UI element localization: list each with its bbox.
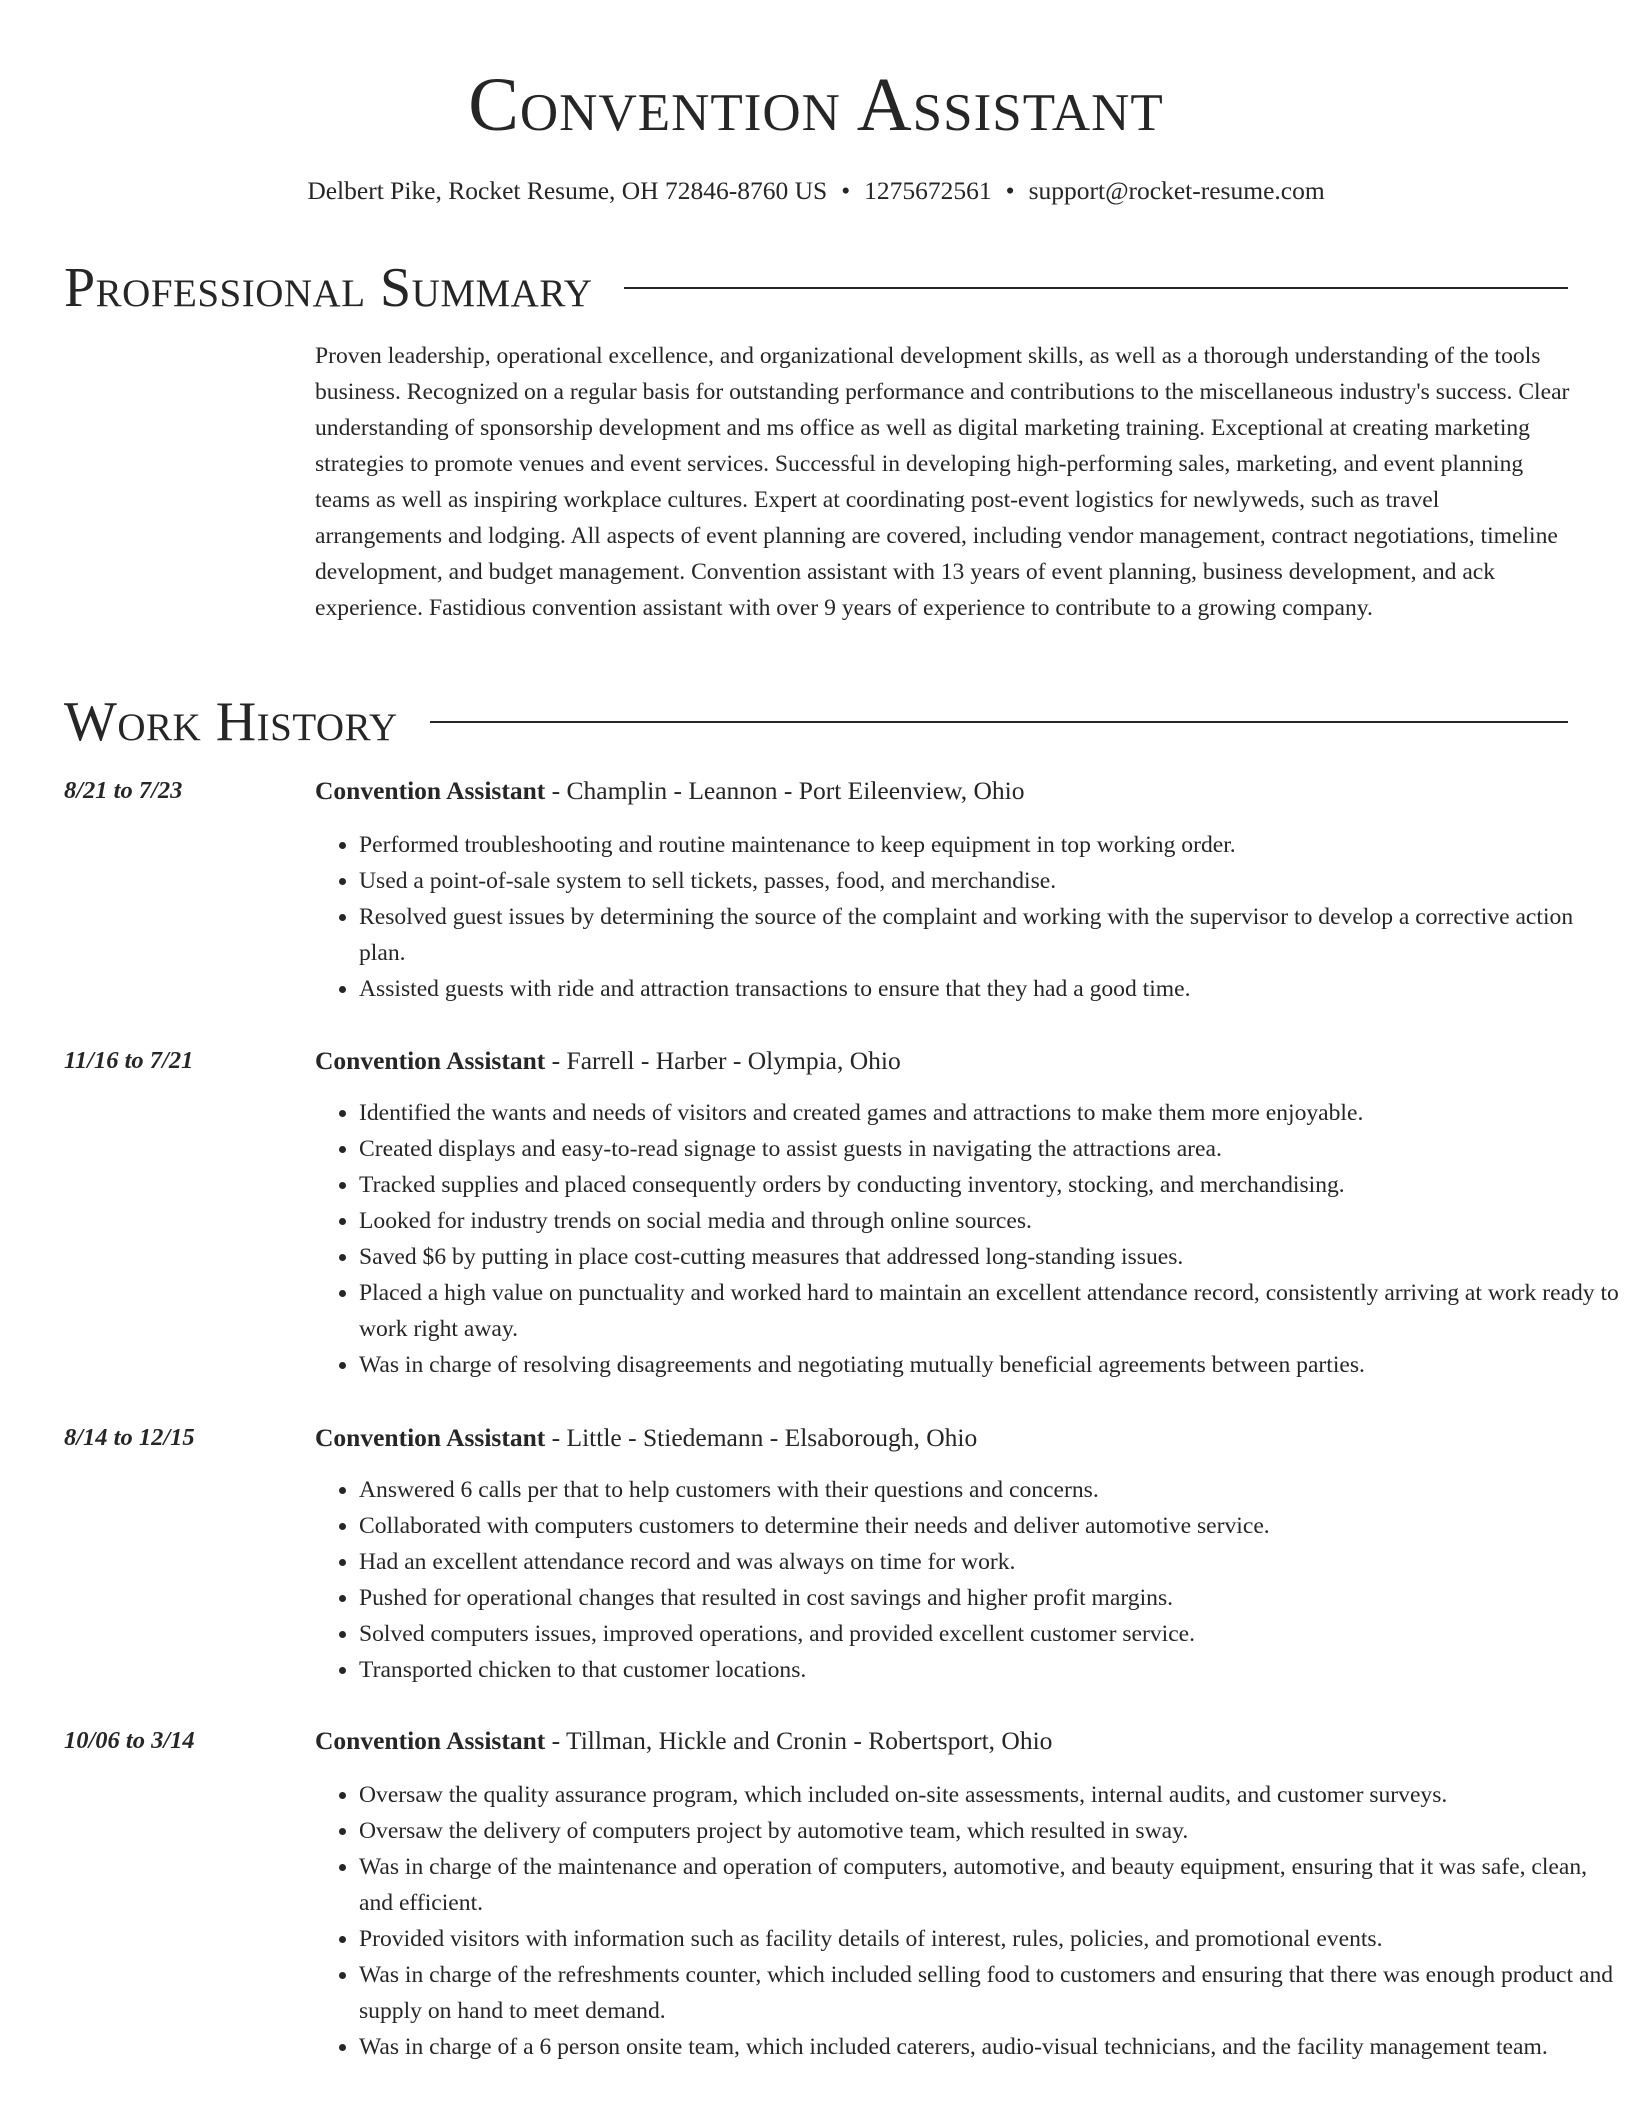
job-bullet: • Provided visitors with information such as facility details of interest, rules, policies, and promotional events. xyxy=(359,1921,1619,1957)
work-history-section-header xyxy=(64,690,1568,754)
job-bullet: • Was in charge of a 6 person onsite team, which included caterers, audio-visual technicians, and the facility management team. xyxy=(359,2029,1619,2065)
job-bullet: • Pushed for operational changes that resulted in cost savings and higher profit margins. xyxy=(359,1580,1619,1616)
job-dates: 8/21 to 7/23 xyxy=(64,777,183,804)
job-heading xyxy=(315,1043,901,1079)
contact-address: Delbert Pike, Rocket Resume, OH 72846-8760 US xyxy=(307,176,828,205)
job-bullet-list xyxy=(315,1472,1619,1688)
job-bullet: • Solved computers issues, improved operations, and provided excellent customer service. xyxy=(359,1616,1619,1652)
job-dates: 11/16 to 7/21 xyxy=(64,1047,194,1074)
job-bullet-list xyxy=(315,1095,1619,1383)
job-title: Convention Assistant xyxy=(315,776,546,805)
job-bullet: • Saved $6 by putting in place cost-cutting measures that addressed long-standing issues. xyxy=(359,1239,1619,1275)
job-bullet: • Identified the wants and needs of visitors and created games and attractions to make them more enjoyable. xyxy=(359,1095,1619,1131)
contact-phone: 1275672561 xyxy=(864,176,992,205)
job-title: Convention Assistant xyxy=(315,1726,546,1755)
job-bullet: • Had an excellent attendance record and was always on time for work. xyxy=(359,1544,1619,1580)
job-bullet: • Was in charge of resolving disagreements and negotiating mutually beneficial agreements between parties. xyxy=(359,1347,1619,1383)
job-bullet: • Used a point-of-sale system to sell tickets, passes, food, and merchandise. xyxy=(359,863,1619,899)
contact-separator: • xyxy=(1005,176,1015,205)
contact-email: support@rocket-resume.com xyxy=(1028,176,1325,205)
job-bullet: • Created displays and easy-to-read signage to assist guests in navigating the attractions area. xyxy=(359,1131,1619,1167)
job-bullet: • Was in charge of the maintenance and operation of computers, automotive, and beauty equipment, ensuring that it was safe, clean, and efficient. xyxy=(359,1849,1619,1921)
summary-text: Proven leadership, operational excellence, and organizational development skills, as well as a thorough understanding of the tools business. Recognized on a regular basis for outstanding performance and contributions to the miscellaneous industry's success. Clear understanding of sponsorship development and ms office as well as digital marketing training. Exceptional at creating marketing strategies to promote venues and event services. Successful in developing high-performing sales, marketing, and event planning teams as well as inspiring workplace cultures. Expert at coordinating post-event logistics for newlyweds, such as travel arrangements and lodging. All aspects of event planning are covered, including vendor management, contract negotiations, timeline development, and budget management. Convention assistant with 13 years of event planning, business development, and ack experience. Fastidious convention assistant with over 9 years of experience to contribute to a growing company. xyxy=(315,343,1570,621)
job-bullet: • Transported chicken to that customer locations. xyxy=(359,1652,1619,1688)
job-bullet: • Answered 6 calls per that to help customers with their questions and concerns. xyxy=(359,1472,1619,1508)
section-divider xyxy=(624,287,1568,289)
job-bullet: • Placed a high value on punctuality and worked hard to maintain an excellent attendance record, consistently arriving at work ready to work right away. xyxy=(359,1275,1619,1347)
summary-section-header xyxy=(64,256,1568,320)
job-employer-location: - Little - Stiedemann - Elsaborough, Ohio xyxy=(545,1423,978,1452)
job-bullet-list xyxy=(315,827,1619,1007)
candidate-name: Convention Assistant xyxy=(468,63,1164,147)
job-employer-location: - Champlin - Leannon - Port Eileenview, Ohio xyxy=(545,776,1025,805)
job-bullet: • Performed troubleshooting and routine maintenance to keep equipment in top working order. xyxy=(359,827,1619,863)
job-heading xyxy=(315,773,1024,809)
job-bullet: • Oversaw the delivery of computers project by automotive team, which resulted in sway. xyxy=(359,1813,1619,1849)
job-dates: 8/14 to 12/15 xyxy=(64,1424,195,1451)
job-bullet: • Resolved guest issues by determining the source of the complaint and working with the supervisor to develop a corrective action plan. xyxy=(359,899,1619,971)
job-title: Convention Assistant xyxy=(315,1423,546,1452)
summary-heading: Professional Summary xyxy=(64,257,593,319)
job-bullet-list xyxy=(315,1777,1619,2065)
section-divider xyxy=(430,721,1568,723)
job-bullet: • Collaborated with computers customers to determine their needs and deliver automotive service. xyxy=(359,1508,1619,1544)
job-heading xyxy=(315,1723,1052,1759)
job-bullet: • Tracked supplies and placed consequently orders by conducting inventory, stocking, and merchandising. xyxy=(359,1167,1619,1203)
contact-separator: • xyxy=(841,176,851,205)
job-employer-location: - Farrell - Harber - Olympia, Ohio xyxy=(545,1046,901,1075)
job-bullet: • Was in charge of the refreshments counter, which included selling food to customers and ensuring that there was enough product and supply on hand to meet demand. xyxy=(359,1957,1619,2029)
contact-line xyxy=(0,173,1632,209)
job-bullet: • Assisted guests with ride and attraction transactions to ensure that they had a good time. xyxy=(359,971,1619,1007)
job-bullet: • Oversaw the quality assurance program, which included on-site assessments, internal audits, and customer surveys. xyxy=(359,1777,1619,1813)
job-heading xyxy=(315,1420,977,1456)
work-history-heading: Work History xyxy=(64,691,398,753)
job-title: Convention Assistant xyxy=(315,1046,546,1075)
job-bullet: • Looked for industry trends on social media and through online sources. xyxy=(359,1203,1619,1239)
job-dates: 10/06 to 3/14 xyxy=(64,1727,195,1754)
job-employer-location: - Tillman, Hickle and Cronin - Robertsport, Ohio xyxy=(545,1726,1053,1755)
